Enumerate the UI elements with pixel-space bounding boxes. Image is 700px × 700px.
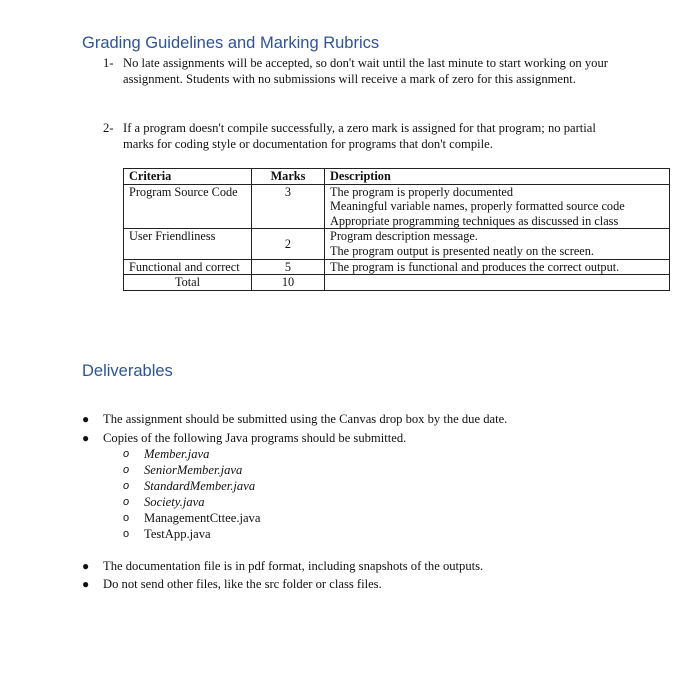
grading-item-number: 2- [103, 121, 114, 135]
description-header: Description [325, 169, 670, 185]
bullet-icon: ● [82, 577, 90, 591]
grading-item-text: No late assignments will be accepted, so don't wait until the last minute to start working on your assignment. Students with no submissions will receive a mark of zero for this assignment. [123, 56, 608, 86]
empty-cell [325, 275, 670, 291]
bullet-text: The documentation file is in pdf format, including snapshots of the outputs. [103, 559, 484, 573]
file-name: StandardMember.java [144, 479, 256, 493]
table-row [124, 259, 670, 275]
bullet-text: Do not send other files, like the src folder or class files. [103, 577, 382, 591]
bullet-text: The assignment should be submitted using the Canvas drop box by the due date. [103, 412, 508, 426]
criteria-cell: User Friendliness [124, 229, 252, 259]
total-marks: 10 [252, 275, 325, 291]
file-name: Society.java [144, 495, 205, 509]
file-name: ManagementCttee.java [144, 511, 261, 525]
criteria-cell: Program Source Code [124, 184, 252, 229]
total-label: Total [124, 275, 252, 291]
circle-bullet-icon: o [123, 480, 130, 492]
rubric-table [123, 168, 670, 291]
total-row [124, 275, 670, 291]
circle-bullet-icon: o [123, 448, 130, 460]
description-line: The program is properly documented [330, 184, 514, 199]
description-line: The program output is presented neatly on the screen. [330, 243, 594, 258]
circle-bullet-icon: o [123, 496, 130, 508]
circle-bullet-icon: o [123, 464, 130, 476]
file-name: SeniorMember.java [144, 463, 243, 477]
criteria-header: Criteria [124, 169, 252, 185]
bullet-icon: ● [82, 412, 90, 426]
criteria-cell: Functional and correct [124, 259, 252, 275]
marks-cell: 2 [252, 229, 325, 259]
circle-bullet-icon: o [123, 528, 130, 540]
marks-cell: 3 [252, 184, 325, 229]
bullet-icon: ● [82, 559, 90, 573]
deliverables-heading: Deliverables [82, 362, 173, 380]
circle-bullet-icon: o [123, 512, 130, 524]
marks-cell: 5 [252, 259, 325, 275]
description-line: Appropriate programming techniques as discussed in class [330, 213, 619, 228]
grading-item-text: If a program doesn't compile successfully, a zero mark is assigned for that program; no partial marks for coding style or documentation for programs that don't compile. [123, 121, 596, 151]
file-name: TestApp.java [144, 527, 211, 541]
marks-header: Marks [252, 169, 325, 185]
description-line: Meaningful variable names, properly formatted source code [330, 199, 625, 214]
bullet-icon: ● [82, 431, 90, 445]
description-cell [325, 184, 670, 229]
grading-heading: Grading Guidelines and Marking Rubrics [82, 34, 380, 52]
file-name: Member.java [144, 447, 210, 461]
bullet-text: Copies of the following Java programs should be submitted. [103, 431, 407, 445]
description-cell [325, 229, 670, 259]
description-line: The program is functional and produces the correct output. [330, 259, 620, 274]
grading-item-number: 1- [103, 56, 114, 70]
table-row [124, 184, 670, 229]
rubric-header-row [124, 169, 670, 185]
table-row [124, 229, 670, 259]
description-cell [325, 259, 670, 275]
description-line: Program description message. [330, 229, 478, 244]
